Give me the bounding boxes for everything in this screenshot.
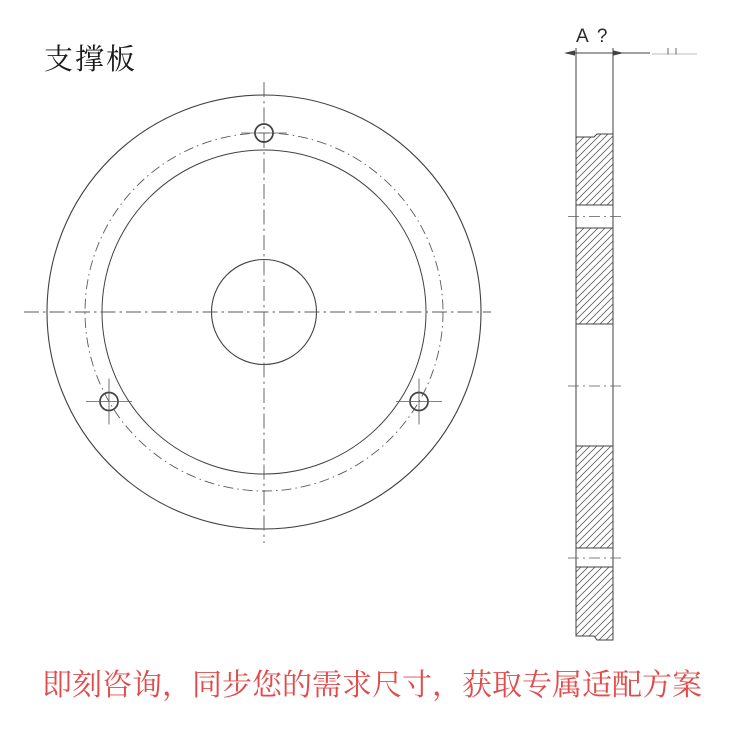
dimension-arrow-right xyxy=(613,50,624,55)
dimension-arrow-left xyxy=(564,50,575,55)
dimension-label: A ? xyxy=(576,26,610,47)
part-title: 支撑板 xyxy=(44,44,138,76)
section-hatch-block-4 xyxy=(576,567,613,640)
cta-text: 即刻咨询，同步您的需求尺寸，获取专属适配方案 xyxy=(42,669,702,702)
bolt-hole-crosshairs xyxy=(86,133,442,425)
side-section-view xyxy=(564,48,697,640)
section-hatch-block-2 xyxy=(576,228,613,324)
section-hatch-block-1 xyxy=(576,134,613,205)
leader-tick-marks xyxy=(668,48,676,55)
front-view xyxy=(24,82,491,543)
dimension-a xyxy=(564,48,697,56)
section-hatch-block-3 xyxy=(576,446,613,548)
